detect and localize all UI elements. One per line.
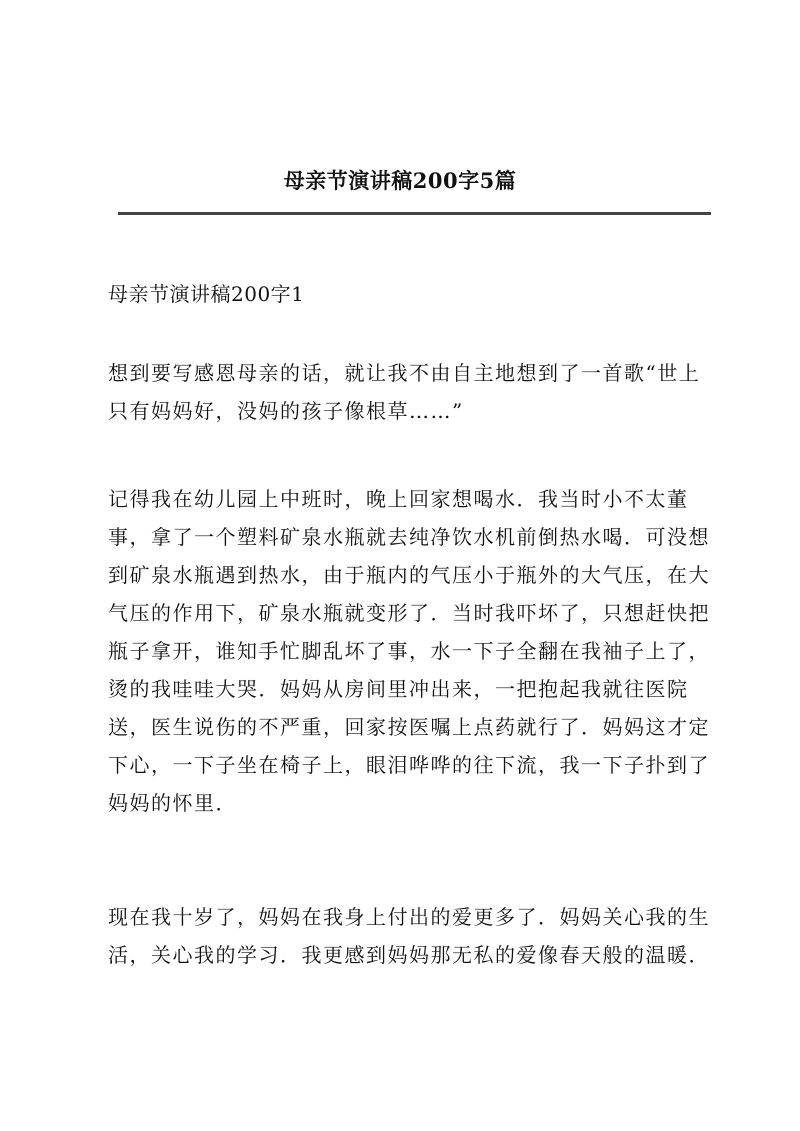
text-line: 事，拿了一个塑料矿泉水瓶就去纯净饮水机前倒热水喝．可没想 (108, 525, 710, 549)
text-line: 想到要写感恩母亲的话，就让我不由自主地想到了一首歌“世上 (108, 361, 701, 385)
text-line: 瓶子拿开，谁知手忙脚乱坏了事，水一下子全翻在我袖子上了， (108, 639, 710, 663)
text-line: 气压的作用下，矿泉水瓶就变形了．当时我吓坏了，只想赶快把 (108, 601, 710, 625)
text-line: 到矿泉水瓶遇到热水，由于瓶内的气压小于瓶外的大气压，在大 (108, 563, 710, 587)
text-line: 下心，一下子坐在椅子上，眼泪哗哗的往下流，我一下子扑到了 (108, 753, 710, 777)
text-line: 只有妈妈好，没妈的孩子像根草……” (108, 399, 464, 423)
text-line: 记得我在幼儿园上中班时，晚上回家想喝水．我当时小不太董 (108, 487, 689, 511)
paragraph-3 (108, 898, 728, 974)
text-line: 妈妈的怀里． (108, 791, 237, 815)
text-line: 烫的我哇哇大哭．妈妈从房间里冲出来，一把抱起我就往医院 (108, 677, 689, 701)
document-title: 母亲节演讲稿200字5篇 (283, 168, 517, 193)
text-line: 现在我十岁了，妈妈在我身上付出的爱更多了．妈妈关心我的生 (108, 905, 710, 929)
section-heading: 母亲节演讲稿200字1 (108, 282, 305, 306)
paragraph-2 (108, 480, 728, 822)
paragraph-1 (108, 354, 728, 430)
title-divider (118, 212, 711, 215)
text-line: 送，医生说伤的不严重，回家按医嘱上点药就行了．妈妈这才定 (108, 715, 710, 739)
text-line: 活，关心我的学习．我更感到妈妈那无私的爱像春天般的温暖． (108, 943, 710, 967)
